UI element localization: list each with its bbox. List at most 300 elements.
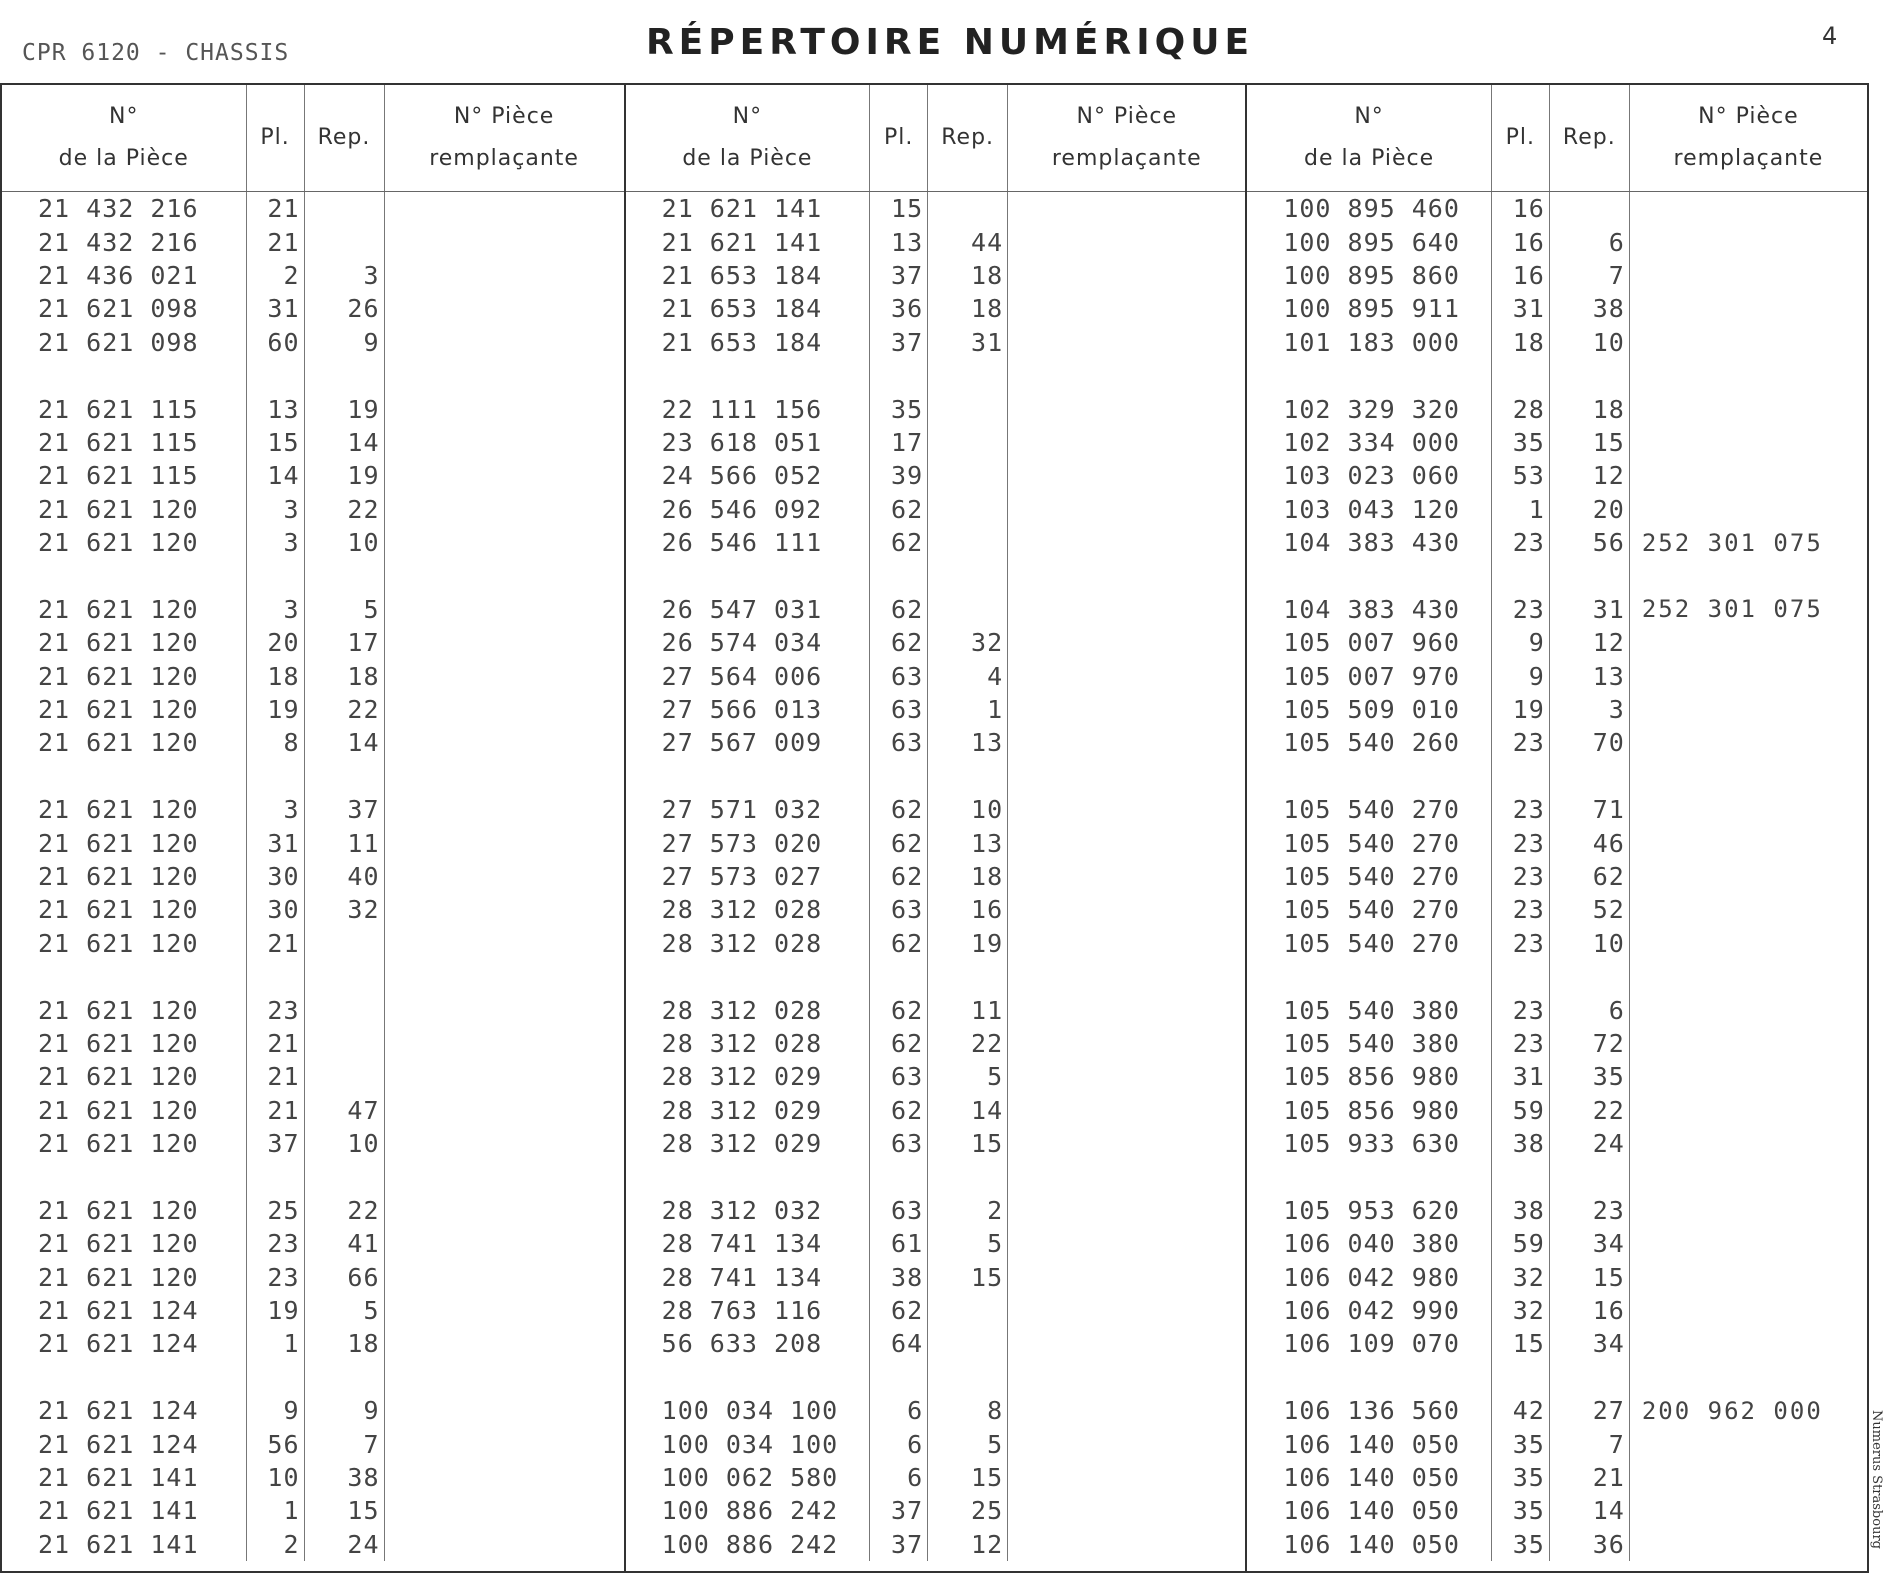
table-row — [2, 392, 624, 425]
table-row — [1247, 526, 1867, 559]
part-number-cell: 102 329 320 — [1247, 392, 1491, 425]
table-row — [2, 225, 624, 258]
group-spacer — [1247, 559, 1867, 592]
table-row — [626, 259, 1246, 292]
table-row — [626, 1094, 1246, 1127]
reference-cell: 8 — [928, 1394, 1008, 1427]
replacement-cell — [1008, 459, 1246, 492]
reference-cell — [928, 459, 1008, 492]
document-code: CPR 6120 - CHASSIS — [22, 40, 290, 66]
table-row — [1247, 459, 1867, 492]
replacement-cell — [384, 626, 624, 659]
table-row — [2, 593, 624, 626]
spacer-cell — [928, 1361, 1008, 1394]
plate-cell: 16 — [1491, 225, 1549, 258]
replacement-cell — [1008, 1394, 1246, 1427]
replacement-cell — [1008, 1528, 1246, 1561]
replacement-cell — [384, 326, 624, 359]
part-number-cell: 100 034 100 — [626, 1394, 870, 1427]
printer-imprint: Numerus Strasbourg — [1869, 1410, 1884, 1549]
col-header-replacement-line1: N° Pièce — [453, 104, 555, 129]
table-row — [1247, 826, 1867, 859]
spacer-cell — [1491, 559, 1549, 592]
part-number-cell: 100 895 460 — [1247, 192, 1491, 226]
group-spacer — [2, 960, 624, 993]
replacement-cell — [1629, 1327, 1867, 1360]
reference-cell — [928, 526, 1008, 559]
replacement-cell — [1629, 793, 1867, 826]
replacement-cell — [384, 426, 624, 459]
part-number-cell: 21 621 120 — [2, 593, 246, 626]
col-header-replacement-line1: N° Pièce — [1076, 104, 1177, 129]
part-number-cell: 100 886 242 — [626, 1494, 870, 1527]
replacement-cell — [1629, 1094, 1867, 1127]
table-row — [626, 493, 1246, 526]
part-number-cell: 21 621 098 — [2, 326, 246, 359]
reference-cell: 20 — [1549, 493, 1629, 526]
reference-cell: 21 — [1549, 1461, 1629, 1494]
table-row — [2, 927, 624, 960]
table-row — [626, 459, 1246, 492]
part-number-cell: 21 621 141 — [626, 192, 870, 226]
replacement-cell — [1629, 259, 1867, 292]
plate-cell: 23 — [1491, 826, 1549, 859]
replacement-cell — [1008, 893, 1246, 926]
plate-cell: 2 — [246, 259, 304, 292]
replacement-cell — [384, 459, 624, 492]
replacement-cell — [1629, 225, 1867, 258]
reference-cell: 19 — [928, 927, 1008, 960]
spacer-cell — [928, 559, 1008, 592]
reference-cell: 10 — [1549, 927, 1629, 960]
col-header-part-number-line2: de la Pièce — [1304, 146, 1435, 171]
replacement-cell — [384, 927, 624, 960]
reference-cell: 14 — [304, 726, 384, 759]
part-number-cell: 100 062 580 — [626, 1461, 870, 1494]
plate-cell: 6 — [870, 1461, 928, 1494]
plate-cell: 63 — [870, 1194, 928, 1227]
plate-cell: 64 — [870, 1327, 928, 1360]
plate-cell: 15 — [870, 192, 928, 226]
col-header-replacement — [1008, 85, 1246, 192]
part-number-cell: 105 540 270 — [1247, 860, 1491, 893]
spacer-cell — [1008, 960, 1246, 993]
reference-cell: 10 — [928, 793, 1008, 826]
reference-cell: 31 — [928, 326, 1008, 359]
part-number-cell: 28 312 032 — [626, 1194, 870, 1227]
replacement-cell — [384, 993, 624, 1026]
plate-cell: 18 — [1491, 326, 1549, 359]
spacer-cell — [928, 359, 1008, 392]
table-row — [2, 659, 624, 692]
replacement-cell — [1629, 392, 1867, 425]
col-header-part-number — [2, 85, 246, 192]
reference-cell: 3 — [1549, 693, 1629, 726]
table-row — [1247, 993, 1867, 1026]
replacement-cell — [1629, 1027, 1867, 1060]
part-number-cell: 105 953 620 — [1247, 1194, 1491, 1227]
reference-cell: 23 — [1549, 1194, 1629, 1227]
table-row — [626, 860, 1246, 893]
plate-cell: 19 — [246, 693, 304, 726]
table-row — [626, 225, 1246, 258]
replacement-cell — [384, 225, 624, 258]
replacement-cell — [1008, 1060, 1246, 1093]
part-number-cell: 21 653 184 — [626, 326, 870, 359]
reference-cell — [928, 1327, 1008, 1360]
header-row — [1247, 85, 1867, 192]
table-row — [626, 726, 1246, 759]
spacer-cell — [1247, 760, 1491, 793]
table-row — [2, 1261, 624, 1294]
reference-cell: 5 — [304, 593, 384, 626]
plate-cell: 62 — [870, 927, 928, 960]
table-row — [1247, 1461, 1867, 1494]
reference-cell: 47 — [304, 1094, 384, 1127]
table-row — [626, 326, 1246, 359]
reference-cell — [304, 225, 384, 258]
replacement-cell — [384, 192, 624, 226]
table-row — [1247, 1261, 1867, 1294]
replacement-cell — [1629, 693, 1867, 726]
part-number-cell: 106 136 560 — [1247, 1394, 1491, 1427]
table-row — [626, 1227, 1246, 1260]
reference-cell — [304, 993, 384, 1026]
part-number-cell: 26 574 034 — [626, 626, 870, 659]
spacer-cell — [1629, 1160, 1867, 1193]
plate-cell: 21 — [246, 1027, 304, 1060]
group-spacer — [2, 559, 624, 592]
reference-cell: 4 — [928, 659, 1008, 692]
spacer-cell — [928, 760, 1008, 793]
reference-cell: 6 — [1549, 225, 1629, 258]
part-number-cell: 22 111 156 — [626, 392, 870, 425]
replacement-cell — [1008, 993, 1246, 1026]
table-row — [626, 693, 1246, 726]
parts-register — [0, 83, 1869, 1573]
plate-cell: 37 — [870, 1494, 928, 1527]
plate-cell: 21 — [246, 1060, 304, 1093]
part-number-cell: 21 621 120 — [2, 893, 246, 926]
plate-cell: 9 — [246, 1394, 304, 1427]
table-row — [1247, 225, 1867, 258]
part-number-cell: 21 621 120 — [2, 526, 246, 559]
part-number-cell: 26 546 111 — [626, 526, 870, 559]
spacer-cell — [1491, 359, 1549, 392]
replacement-cell — [1008, 1194, 1246, 1227]
reference-cell: 12 — [928, 1528, 1008, 1561]
part-number-cell: 28 312 029 — [626, 1127, 870, 1160]
replacement-cell — [1008, 326, 1246, 359]
table-row — [2, 1127, 624, 1160]
plate-cell: 16 — [1491, 259, 1549, 292]
part-number-cell: 28 312 029 — [626, 1060, 870, 1093]
reference-cell: 13 — [928, 726, 1008, 759]
plate-cell: 63 — [870, 693, 928, 726]
replacement-cell — [1008, 826, 1246, 859]
plate-cell: 3 — [246, 526, 304, 559]
spacer-cell — [1247, 960, 1491, 993]
plate-cell: 15 — [246, 426, 304, 459]
plate-cell: 3 — [246, 493, 304, 526]
plate-cell: 37 — [870, 326, 928, 359]
spacer-cell — [626, 1160, 870, 1193]
replacement-cell — [1008, 793, 1246, 826]
plate-cell: 30 — [246, 860, 304, 893]
spacer-cell — [1549, 960, 1629, 993]
table-row — [626, 192, 1246, 226]
plate-cell: 62 — [870, 493, 928, 526]
table-row — [2, 1427, 624, 1460]
part-number-cell: 100 034 100 — [626, 1427, 870, 1460]
replacement-cell — [1629, 626, 1867, 659]
part-number-cell: 104 383 430 — [1247, 593, 1491, 626]
reference-cell: 41 — [304, 1227, 384, 1260]
part-number-cell: 27 566 013 — [626, 693, 870, 726]
plate-cell: 38 — [1491, 1127, 1549, 1160]
table-row — [2, 726, 624, 759]
replacement-cell — [1629, 1127, 1867, 1160]
part-number-cell: 28 312 028 — [626, 893, 870, 926]
col-header-part-number-line1: N° — [732, 104, 763, 129]
part-number-cell: 21 621 120 — [2, 693, 246, 726]
plate-cell: 35 — [1491, 1461, 1549, 1494]
replacement-cell — [384, 392, 624, 425]
replacement-cell — [1629, 493, 1867, 526]
replacement-cell — [384, 693, 624, 726]
plate-cell: 8 — [246, 726, 304, 759]
replacement-cell — [1008, 292, 1246, 325]
spacer-cell — [246, 1160, 304, 1193]
table-row — [1247, 1294, 1867, 1327]
part-number-cell: 21 621 141 — [2, 1528, 246, 1561]
table-row — [1247, 1494, 1867, 1527]
reference-cell: 25 — [928, 1494, 1008, 1527]
group-spacer — [1247, 359, 1867, 392]
table-row — [626, 893, 1246, 926]
reference-cell: 72 — [1549, 1027, 1629, 1060]
part-number-cell: 105 856 980 — [1247, 1094, 1491, 1127]
replacement-cell — [384, 493, 624, 526]
part-number-cell: 105 540 270 — [1247, 793, 1491, 826]
col-header-reference: Rep. — [304, 85, 384, 192]
part-number-cell: 21 621 120 — [2, 1027, 246, 1060]
spacer-cell — [384, 559, 624, 592]
spacer-cell — [304, 1361, 384, 1394]
spacer-cell — [384, 359, 624, 392]
spacer-cell — [1247, 559, 1491, 592]
replacement-cell — [1008, 726, 1246, 759]
replacement-cell — [1008, 1461, 1246, 1494]
reference-cell — [304, 192, 384, 226]
plate-cell: 16 — [1491, 192, 1549, 226]
table-row — [626, 426, 1246, 459]
part-number-cell: 21 621 120 — [2, 860, 246, 893]
replacement-cell — [1629, 1060, 1867, 1093]
plate-cell: 31 — [1491, 1060, 1549, 1093]
part-number-cell: 21 432 216 — [2, 225, 246, 258]
spacer-cell — [384, 1160, 624, 1193]
replacement-cell — [384, 1327, 624, 1360]
reference-cell — [928, 593, 1008, 626]
reference-cell: 14 — [928, 1094, 1008, 1127]
reference-cell: 11 — [304, 826, 384, 859]
plate-cell: 42 — [1491, 1394, 1549, 1427]
replacement-cell — [384, 1494, 624, 1527]
replacement-cell — [384, 1060, 624, 1093]
table-row — [1247, 693, 1867, 726]
reference-cell: 44 — [928, 225, 1008, 258]
plate-cell: 62 — [870, 826, 928, 859]
reference-cell: 18 — [928, 259, 1008, 292]
replacement-cell — [1008, 1261, 1246, 1294]
spacer-cell — [2, 559, 246, 592]
spacer-cell — [870, 1361, 928, 1394]
reference-cell: 13 — [1549, 659, 1629, 692]
table-row — [2, 1528, 624, 1561]
spacer-cell — [2, 960, 246, 993]
replacement-cell — [384, 1528, 624, 1561]
reference-cell: 22 — [304, 1194, 384, 1227]
table-row — [626, 626, 1246, 659]
spacer-cell — [626, 1361, 870, 1394]
reference-cell: 15 — [1549, 1261, 1629, 1294]
table-row — [626, 1427, 1246, 1460]
part-number-cell: 27 573 027 — [626, 860, 870, 893]
part-number-cell: 21 436 021 — [2, 259, 246, 292]
parts-table — [1247, 85, 1867, 1561]
table-row — [626, 993, 1246, 1026]
reference-cell: 38 — [304, 1461, 384, 1494]
spacer-cell — [1247, 359, 1491, 392]
part-number-cell: 106 042 980 — [1247, 1261, 1491, 1294]
part-number-cell: 106 140 050 — [1247, 1494, 1491, 1527]
replacement-cell — [1008, 927, 1246, 960]
plate-cell: 21 — [246, 225, 304, 258]
spacer-cell — [928, 960, 1008, 993]
replacement-cell — [1008, 1127, 1246, 1160]
part-number-cell: 103 043 120 — [1247, 493, 1491, 526]
replacement-cell — [384, 659, 624, 692]
spacer-cell — [1629, 559, 1867, 592]
part-number-cell: 21 621 141 — [2, 1494, 246, 1527]
part-number-cell: 21 621 124 — [2, 1327, 246, 1360]
part-number-cell: 27 571 032 — [626, 793, 870, 826]
plate-cell: 3 — [246, 593, 304, 626]
spacer-cell — [1549, 1160, 1629, 1193]
table-row — [2, 426, 624, 459]
reference-cell — [928, 1294, 1008, 1327]
plate-cell: 59 — [1491, 1227, 1549, 1260]
reference-cell: 19 — [304, 459, 384, 492]
part-number-cell: 106 140 050 — [1247, 1528, 1491, 1561]
plate-cell: 62 — [870, 1094, 928, 1127]
plate-cell: 6 — [870, 1394, 928, 1427]
reference-cell: 32 — [928, 626, 1008, 659]
plate-cell: 39 — [870, 459, 928, 492]
table-row — [1247, 192, 1867, 226]
reference-cell: 11 — [928, 993, 1008, 1026]
table-row — [1247, 659, 1867, 692]
table-row — [1247, 493, 1867, 526]
group-spacer — [626, 1361, 1246, 1394]
part-number-cell: 21 653 184 — [626, 259, 870, 292]
part-number-cell: 21 621 141 — [2, 1461, 246, 1494]
page-title: RÉPERTOIRE NUMÉRIQUE — [645, 22, 1255, 63]
part-number-cell: 21 621 120 — [2, 1194, 246, 1227]
col-header-plate: Pl. — [246, 85, 304, 192]
part-number-cell: 101 183 000 — [1247, 326, 1491, 359]
plate-cell: 62 — [870, 626, 928, 659]
table-row — [626, 1394, 1246, 1427]
reference-cell: 37 — [304, 793, 384, 826]
reference-cell: 14 — [304, 426, 384, 459]
header-row — [626, 85, 1246, 192]
spacer-cell — [870, 359, 928, 392]
replacement-cell — [384, 726, 624, 759]
spacer-cell — [1008, 760, 1246, 793]
plate-cell: 14 — [246, 459, 304, 492]
plate-cell: 60 — [246, 326, 304, 359]
spacer-cell — [870, 960, 928, 993]
replacement-cell — [1629, 1294, 1867, 1327]
part-number-cell: 102 334 000 — [1247, 426, 1491, 459]
reference-cell: 12 — [1549, 626, 1629, 659]
plate-cell: 35 — [1491, 1528, 1549, 1561]
spacer-cell — [1629, 960, 1867, 993]
reference-cell: 22 — [304, 493, 384, 526]
reference-cell — [304, 1060, 384, 1093]
replacement-cell — [384, 292, 624, 325]
spacer-cell — [1549, 1361, 1629, 1394]
part-number-cell: 21 621 120 — [2, 826, 246, 859]
col-header-replacement — [384, 85, 624, 192]
group-spacer — [2, 760, 624, 793]
table-row — [2, 192, 624, 226]
plate-cell: 32 — [1491, 1294, 1549, 1327]
replacement-cell — [384, 1461, 624, 1494]
plate-cell: 23 — [1491, 993, 1549, 1026]
plate-cell: 23 — [1491, 526, 1549, 559]
reference-cell: 56 — [1549, 526, 1629, 559]
replacement-cell — [1629, 1427, 1867, 1460]
reference-cell: 16 — [1549, 1294, 1629, 1327]
reference-cell: 15 — [928, 1461, 1008, 1494]
spacer-cell — [1008, 559, 1246, 592]
part-number-cell: 26 547 031 — [626, 593, 870, 626]
reference-cell: 5 — [928, 1060, 1008, 1093]
part-number-cell: 21 621 120 — [2, 626, 246, 659]
plate-cell: 23 — [1491, 927, 1549, 960]
part-number-cell: 105 933 630 — [1247, 1127, 1491, 1160]
plate-cell: 62 — [870, 993, 928, 1026]
reference-cell: 1 — [928, 693, 1008, 726]
reference-cell: 34 — [1549, 1227, 1629, 1260]
replacement-cell — [1008, 1327, 1246, 1360]
spacer-cell — [870, 1160, 928, 1193]
plate-cell: 37 — [870, 1528, 928, 1561]
reference-cell: 18 — [304, 659, 384, 692]
reference-cell: 46 — [1549, 826, 1629, 859]
plate-cell: 35 — [1491, 426, 1549, 459]
reference-cell — [304, 927, 384, 960]
reference-cell: 9 — [304, 1394, 384, 1427]
reference-cell — [928, 426, 1008, 459]
plate-cell: 23 — [1491, 726, 1549, 759]
spacer-cell — [2, 760, 246, 793]
replacement-cell: 252 301 075 — [1641, 528, 1823, 557]
replacement-cell — [1008, 225, 1246, 258]
